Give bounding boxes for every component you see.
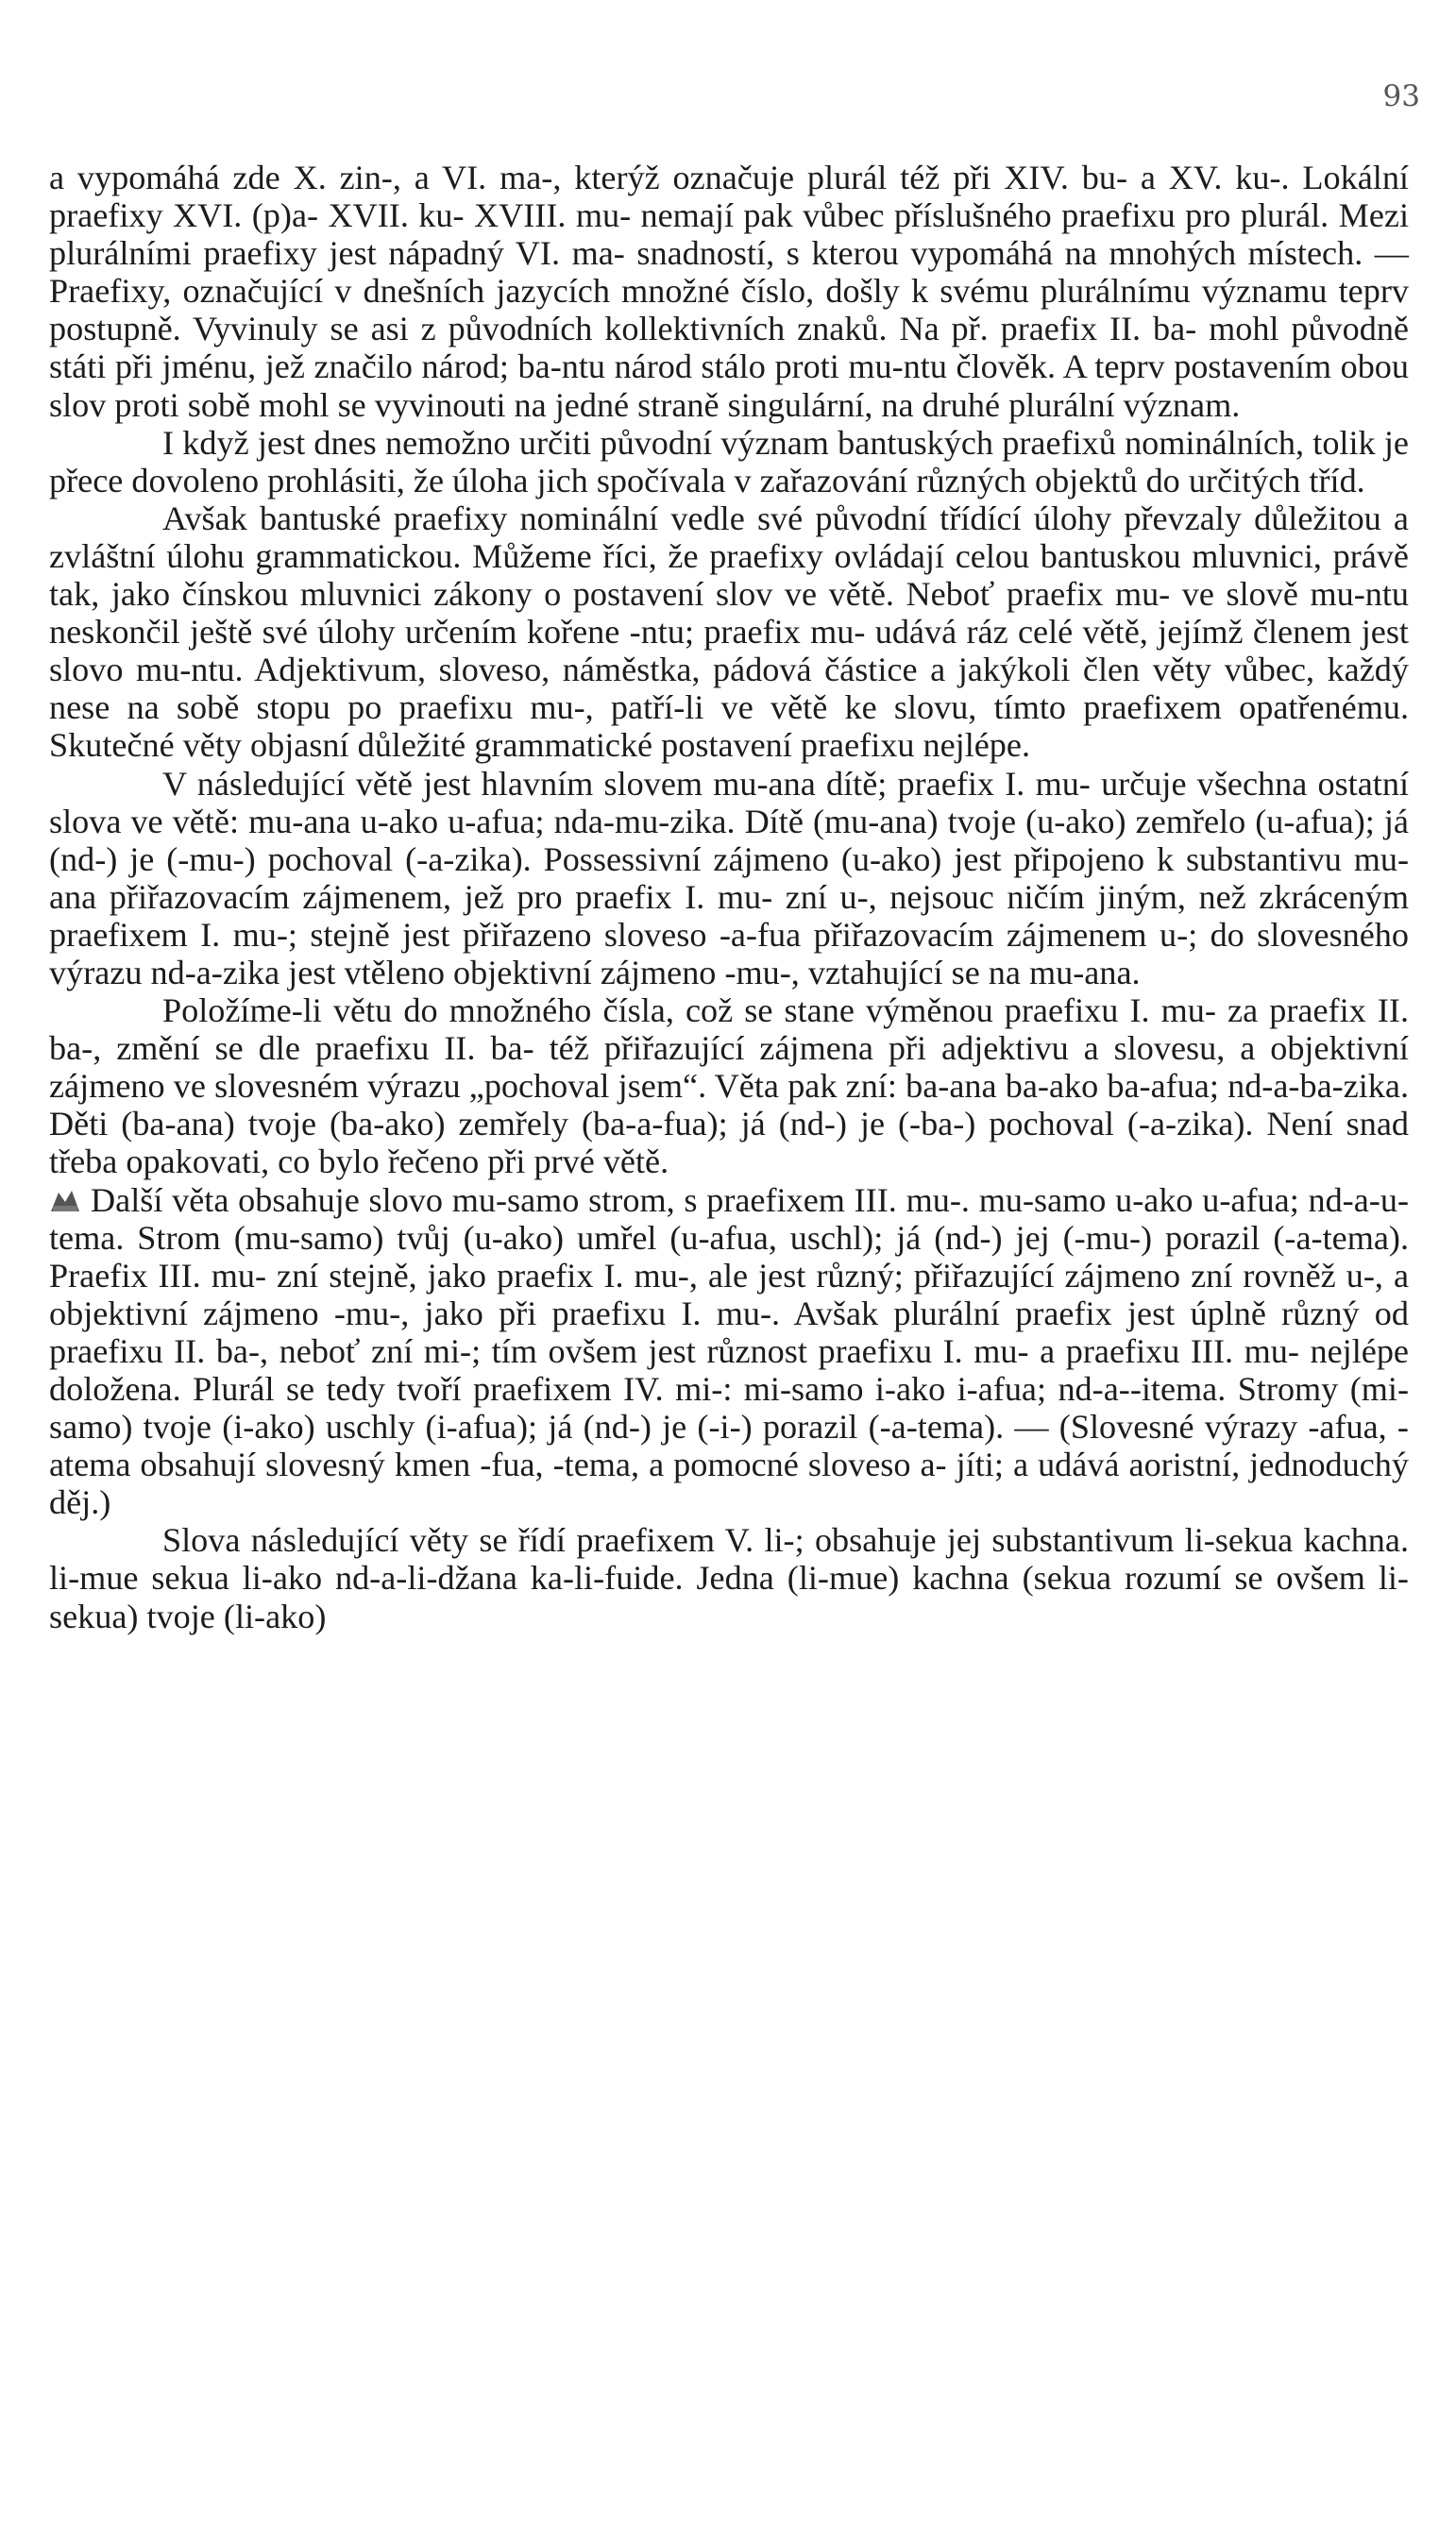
- paragraph-3: Avšak bantuské praefixy nominální vedle své původní třídící úlohy převzaly důležitou a zvláštní úlohu grammatickou. Můžeme říci, že praefixy ovládají celou bantuskou mluvnici, právě tak, jako čínskou mluvnici zákony o postavení slov ve větě. Neboť praefix mu- ve slově mu-ntu neskončil ještě své úlohy určením kořene -ntu; praefix mu- udává ráz celé větě, jejímž členem jest slovo mu-ntu. Adjektivum, sloveso, náměstka, pádová částice a jakýkoli člen věty vůbec, každý nese na sobě stopu po praefixu mu-, patří-li ve větě ke slovu, tímto praefixem opatřenému. Skutečné věty objasní důležité grammatické postavení praefixu nejlépe.: [49, 499, 1409, 765]
- paragraph-4: V následující větě jest hlavním slovem mu-ana dítě; praefix I. mu- určuje všechna ostatní slova ve větě: mu-ana u-ako u-afua; nda-mu-zika. Dítě (mu-ana) tvoje (u-ako) zemřelo (u-afua); já (nd-) je (-mu-) pochoval (-a-zika). Possessivní zájmeno (u-ako) jest připojeno k substantivu mu-ana přiřazovacím zájmenem, jež pro praefix I. mu- zní u-, nejsouc ničím jiným, než zkráceným praefixem I. mu-; stejně jest přiřazeno sloveso -a-fua přiřazovacím zájmenem u-; do slovesného výrazu nd-a-zika jest vtěleno objektivní zájmeno -mu-, vztahující se na mu-ana.: [49, 764, 1409, 991]
- text-body: [49, 159, 1409, 1635]
- fleuron-icon: [49, 1185, 81, 1213]
- paragraph-6: [49, 1181, 1409, 1522]
- page-number: 93: [1382, 79, 1420, 113]
- paragraph-6-text: Další věta obsahuje slovo mu-samo strom, s praefixem III. mu-. mu-samo u-ako u-afua; nd-a-u-tema. Strom (mu-samo) tvůj (u-ako) umřel (u-afua, uschl); já (nd-) jej (-mu-) porazil (-a-tema). Praefix III. mu- zní stejně, jako praefix I. mu-, ale jest různý; přiřazující zájmeno zní rovněž u-, a objektivní zájmeno -mu-, jako při praefixu I. mu-. Avšak plurální praefix jest úplně různý od praefixu II. ba-, neboť zní mi-; tím ovšem jest různost praefixu I. mu- a praefixu III. mu- nejlépe doložena. Plurál se tedy tvoří praefixem IV. mi-: mi-samo i-ako i-afua; nd-a--itema. Stromy (mi-samo) tvoje (i-ako) uschly (i-afua); já (nd-) je (-i-) porazil (-a-tema). — (Slovesné výrazy -afua, -atema obsahují slovesný kmen -fua, -tema, a pomocné sloveso a- jíti; a udává aoristní, jednoduchý děj.): [49, 1180, 1409, 1522]
- paragraph-5: Položíme-li větu do množného čísla, což se stane výměnou praefixu I. mu- za praefix II. ba-, změní se dle praefixu II. ba- též přiřazující zájmena při adjektivu a slovesu, a objektivní zájmeno ve slovesném výrazu „pochoval jsem“. Věta pak zní: ba-ana ba-ako ba-afua; nd-a-ba-zika. Děti (ba-ana) tvoje (ba-ako) zemřely (ba-a-fua); já (nd-) je (-ba-) pochoval (-a-zika). Není snad třeba opakovati, co bylo řečeno při prvé větě.: [49, 991, 1409, 1181]
- paragraph-7: Slova následující věty se řídí praefixem V. li-; obsahuje jej substantivum li-sekua kachna. li-mue sekua li-ako nd-a-li-džana ka-li-fuide. Jedna (li-mue) kachna (sekua rozumí se ovšem li-sekua) tvoje (li-ako): [49, 1521, 1409, 1635]
- paragraph-1: a vypomáhá zde X. zin-, a VI. ma-, kterýž označuje plurál též při XIV. bu- a XV. ku-. Lokální praefixy XVI. (p)a- XVII. ku- XVIII. mu- nemají pak vůbec příslušného praefixu pro plurál. Mezi plurálními praefixy jest nápadný VI. ma- snadností, s kterou vypomáhá na mnohých místech. — Praefixy, označující v dnešních jazycích množné číslo, došly k svému plurálnímu významu teprv postupně. Vyvinuly se asi z původních kollektivních znaků. Na př. praefix II. ba- mohl původně státi při jménu, jež značilo národ; ba-ntu národ stálo proti mu-ntu člověk. A teprv postavením obou slov proti sobě mohl se vyvinouti na jedné straně singulární, na druhé plurální význam.: [49, 159, 1409, 424]
- paragraph-2: I když jest dnes nemožno určiti původní význam bantuských praefixů nominálních, tolik je přece dovoleno prohlásiti, že úloha jich spočívala v zařazování různých objektů do určitých tříd.: [49, 423, 1409, 499]
